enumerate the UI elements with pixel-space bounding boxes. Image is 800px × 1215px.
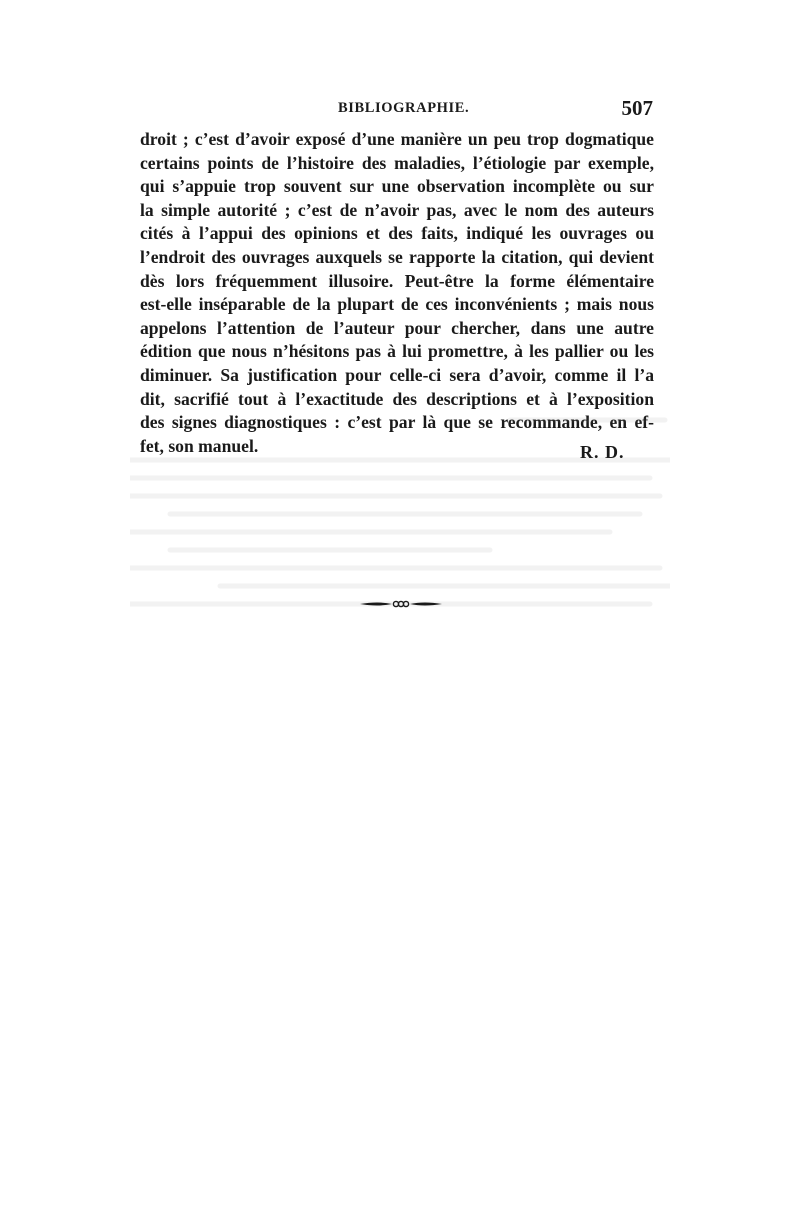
- page-number: 507: [621, 96, 653, 120]
- signature-initials: R. D.: [580, 442, 625, 462]
- text-line: dit, sacrifié tout à l’exactitude des descriptions et à l’exposition: [140, 388, 654, 409]
- running-title: BIBLIOGRAPHIE.: [338, 100, 470, 116]
- text-line: droit ; c’est d’avoir exposé d’une manière un peu trop dogmatique: [140, 129, 654, 149]
- text-line: est-elle inséparable de la plupart de ces inconvénients ; mais nous: [140, 294, 654, 315]
- text-line: fet, son manuel.: [140, 435, 259, 456]
- text-line: édition que nous n’hésitons pas à lui promettre, à les pallier ou les: [140, 341, 654, 362]
- running-header: [138, 96, 655, 124]
- text-line: dès lors fréquemment illusoire. Peut-être la forme élémentaire: [140, 270, 654, 291]
- text-line: des signes diagnostiques : c’est par là que se recommande, en ef-: [140, 412, 654, 433]
- text-line: l’endroit des ouvrages auxquels se rapporte la citation, qui devient: [140, 246, 654, 267]
- end-ornament-icon: [358, 598, 444, 610]
- text-line: qui s’appuie trop souvent sur une observation incomplète ou sur: [140, 176, 654, 197]
- text-line: certains points de l’histoire des maladies, l’étiologie par exemple,: [140, 152, 654, 173]
- text-line: cités à l’appui des opinions et des faits, indiqué les ouvrages ou: [140, 223, 654, 244]
- text-line: appelons l’attention de l’auteur pour chercher, dans une autre: [140, 317, 654, 338]
- text-line: diminuer. Sa justification pour celle-ci sera d’avoir, comme il l’a: [140, 364, 654, 385]
- show-through-texture: [130, 408, 670, 618]
- text-line: la simple autorité ; c’est de n’avoir pas, avec le nom des auteurs: [140, 199, 654, 220]
